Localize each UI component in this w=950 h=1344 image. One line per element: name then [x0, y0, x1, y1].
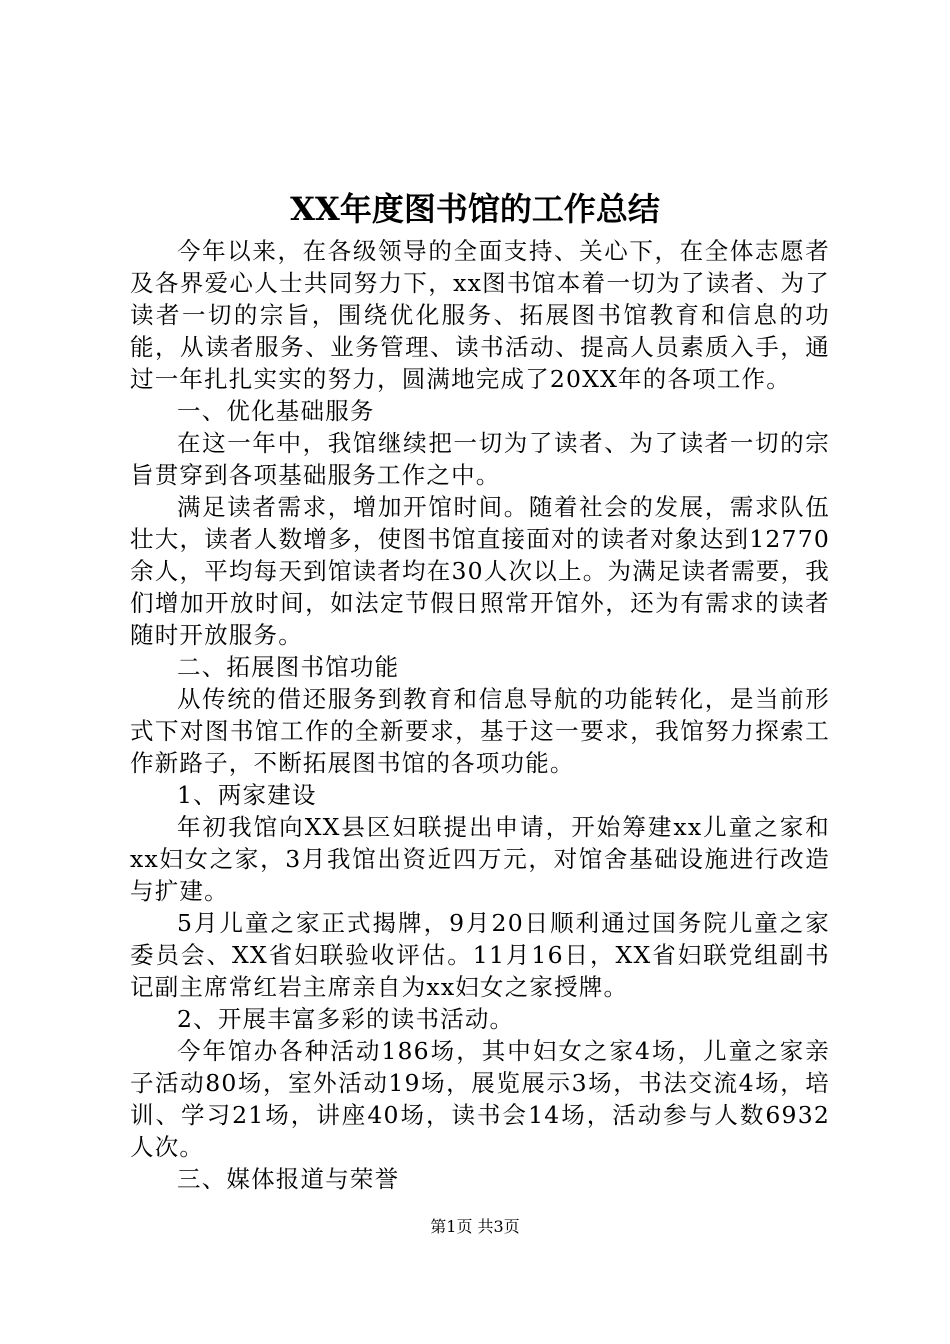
section-heading-1: 一、优化基础服务: [177, 397, 375, 425]
subsection-heading-1: 1、两家建设: [177, 781, 317, 809]
section-heading-3: 三、媒体报道与荣誉: [177, 1165, 400, 1193]
paragraph: 在这一年中，我馆继续把一切为了读者、为了读者一切的宗旨贯穿到各项基础服务工作之中。: [130, 429, 830, 489]
paragraph-intro: 今年以来，在各级领导的全面支持、关心下，在全体志愿者及各界爱心人士共同努力下，xx图书馆本着一切为了读者、为了读者一切的宗旨，围绕优化服务、拓展图书馆教育和信息的功能，从读者服务、业务管理、读书活动、提高人员素质入手，通过一年扎扎实实的努力，圆满地完成了20XX年的各项工作。: [130, 237, 830, 393]
subsection-heading-2: 2、开展丰富多彩的读书活动。: [177, 1005, 515, 1033]
paragraph: 今年馆办各种活动186场，其中妇女之家4场，儿童之家亲子活动80场，室外活动19场，展览展示3场，书法交流4场，培训、学习21场，讲座40场，读书会14场，活动参与人数6932人次。: [130, 1037, 830, 1161]
page-footer: 第1页 共3页: [430, 1217, 520, 1236]
paragraph: 满足读者需求，增加开馆时间。随着社会的发展，需求队伍壮大，读者人数增多，使图书馆直接面对的读者对象达到12770余人，平均每天到馆读者均在30人次以上。为满足读者需要，我们增加开放时间，如法定节假日照常开馆外，还为有需求的读者随时开放服务。: [130, 493, 830, 649]
section-heading-2: 二、拓展图书馆功能: [177, 653, 400, 681]
paragraph: 5月儿童之家正式揭牌，9月20日顺利通过国务院儿童之家委员会、XX省妇联验收评估。11月16日，XX省妇联党组副书记副主席常红岩主席亲自为xx妇女之家授牌。: [130, 909, 830, 1001]
paragraph: 年初我馆向XX县区妇联提出申请，开始筹建xx儿童之家和xx妇女之家，3月我馆出资近四万元，对馆舍基础设施进行改造与扩建。: [130, 813, 830, 905]
document-body: [130, 235, 830, 1195]
document-title: XX年度图书馆的工作总结: [290, 190, 660, 228]
paragraph: 从传统的借还服务到教育和信息导航的功能转化，是当前形式下对图书馆工作的全新要求，基于这一要求，我馆努力探索工作新路子，不断拓展图书馆的各项功能。: [130, 685, 830, 777]
